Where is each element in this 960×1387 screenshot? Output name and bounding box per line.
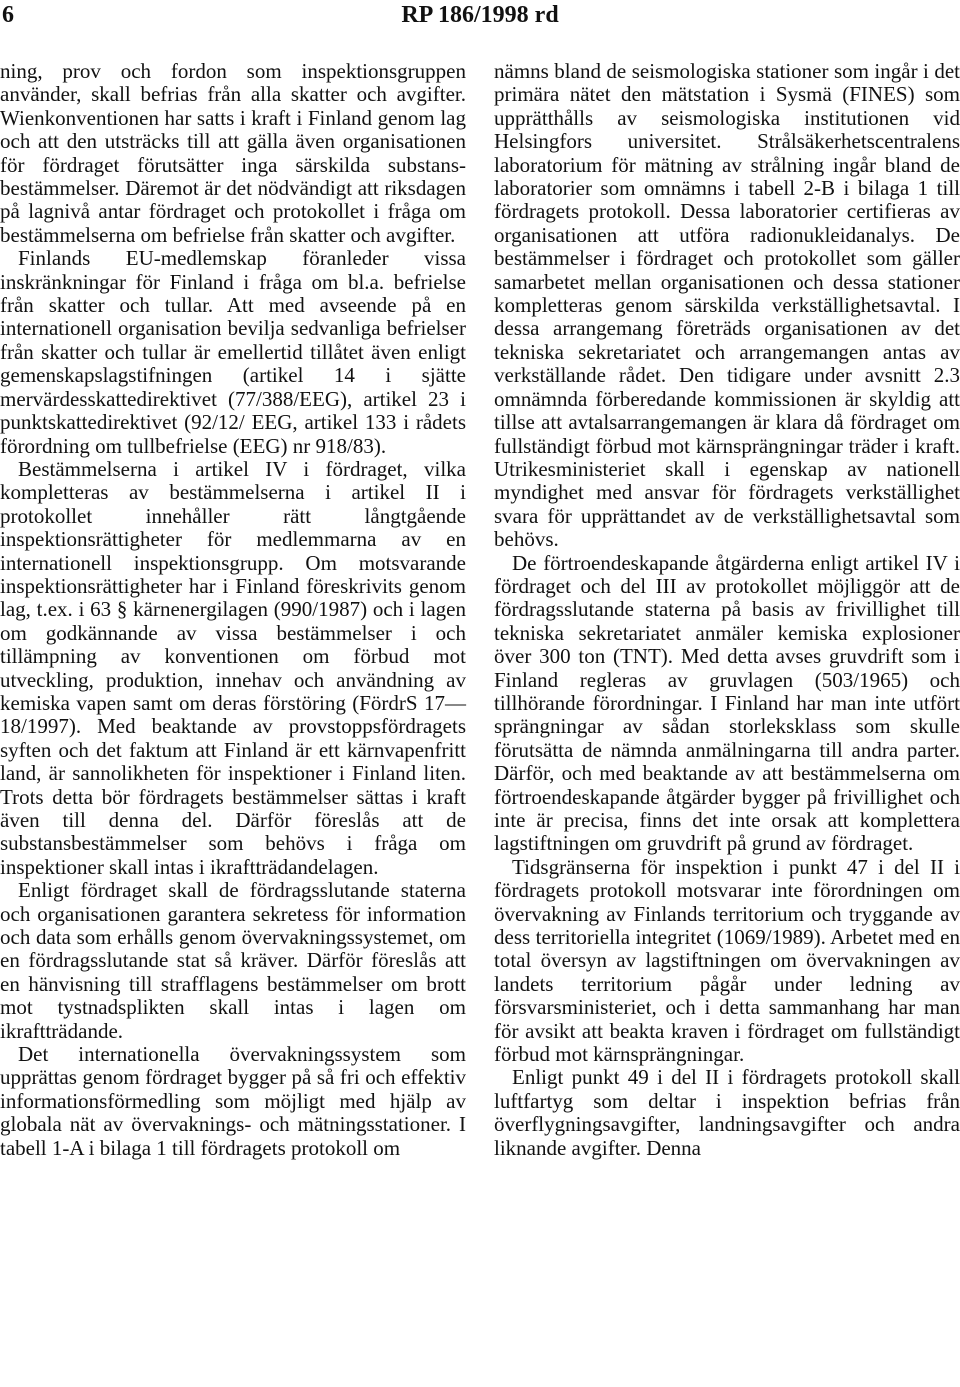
paragraph: nämns bland de seismologiska stationer som ingår i det primära nätet den mätstation i Sysmä (FINES) som upprätthålls av seismologiska institutionen vid Helsingfors universitet. Strålsäkerhetscentralens laboratorium för mätning av strålning ingår bland de laboratorier som omnämns i tabell 2-B i bilaga 1 till fördragets protokoll. Dessa laboratorier certifieras av organisationen att utföra radionukleidanalys. De bestämmelser i fördraget och protokollet som gäller samarbetet mellan organisationen och dessa stationer kompletteras genom särskilda verkställighetsavtal. I dessa arrangemang företräds organisationen av det tekniska sekretariatet och arrangemangen antas av verkställande rådet. Den tidigare under avsnitt 2.3 omnämnda förberedande kommissionen är skyldig att tillse att avtalsarrangemangen är klara då fördraget om fullständigt förbud mot kärnsprängningar träder i kraft. Utrikesministeriet skall i egenskap av nationell myndighet med ansvar för fördragets verkställighet svara för upprättandet av de verkställighetsavtal som behövs. [494,59,960,552]
page-header [0,2,960,36]
paragraph: Enligt fördraget skall de fördragsslutande staterna och organisationen garantera sekretess för information och data som erhålls genom övervakningssystemet, om en fördragsslutande stat så kräver. Därför föreslås att en hänvisning till strafflagens bestämmelser om brott mot tystnadsplikten skall intas i lagen om ikraftträdande. [0,878,466,1043]
right-column [494,60,960,1160]
paragraph: Tidsgränserna för inspektion i punkt 47 i del II i fördragets protokoll motsvarar inte förordningen om övervakning av Finlands territorium och tryggande av dess territoriella integritet (1069/1989). Arbetet med en total översyn av lagstiftningen om övervakningen av landets territorium pågår under ledning av försvarsministeriet, och i detta sammanhang har man för avsikt att beakta kraven i fördraget om fullständigt förbud mot kärnsprängningar. [494,854,960,1067]
page-number: 6 [2,2,14,28]
document-id: RP 186/1998 rd [401,2,559,28]
paragraph: Bestämmelserna i artikel IV i fördraget, vilka kompletteras av bestämmelserna i artikel II i protokollet innehåller rätt långtgående inspektionsrättigheter för medlemmarna av en internationell inspektionsgrupp. Om motsvarande inspektionsrättigheter har i Finland föreskrivits genom lag, t.ex. i 63 § kärnenergilagen (990/1987) och i lagen om godkännande av vissa bestämmelser i och tillämpning av konventionen om förbud mot utveckling, produktion, innehav och användning av kemiska vapen samt om deras förstöring (FördrS 17—18/1997). Med beaktande av provstoppsfördragets syften och det faktum att Finland är ett kärnvapenfritt land, är sannolikheten för inspektioner i Finland liten. Trots detta bör fördragets bestämmelser sättas i kraft även till denna del. Därför föreslås att de substansbestämmelser som behövs i fråga om inspektioner skall intas i ikraftträdandelagen. [0,456,466,879]
left-column [0,60,466,1160]
paragraph: Enligt punkt 49 i del II i fördragets protokoll skall luftfartyg som deltar i inspektion befrias från överflygningsavgifter, landningsavgifter och andra liknande avgifter. Denna [494,1065,960,1160]
paragraph: ning, prov och fordon som inspektionsgruppen använder, skall befrias från alla skatter och avgifter. Wienkonventionen har satts i kraft i Finland genom lag och att den utsträcks till att gälla även organisationen för fördraget förutsätter inga särskilda substansbestämmelser. Däremot är det nödvändigt att riksdagen på lagnivå antar fördraget och protokollet i fråga om bestämmelserna om befrielse från skatter och avgifter. [0,59,466,247]
paragraph: Finlands EU-medlemskap föranleder vissa inskränkningar för Finland i fråga om bl.a. befrielse från skatter och tullar. Att med avseende på en internationell organisation bevilja sedvanliga befrielser från skatter och tullar är emellertid tillåtet även enligt gemenskapslagstifningen (artikel 14 i sjätte mervärdesskattedirektivet (77/388/EEG), artikel 23 i punktskattedirektivet (92/12/ EEG, artikel 133 i rådets förordning om tullbefrielse (EEG) nr 918/83). [0,246,466,458]
paragraph: Det internationella övervakningssystem som upprättas genom fördraget bygger på så fri och effektiv informationsförmedling som möjligt med hjälp av globala nät av övervaknings- och mätningsstationer. I tabell 1-A i bilaga 1 till fördragets protokoll om [0,1042,466,1160]
paragraph: De förtroendeskapande åtgärderna enligt artikel IV i fördraget och del III av protokollet möjliggör att de fördragsslutande staterna på basis av frivillighet till tekniska sekretariatet anmäler kemiska explosioner över 300 ton (TNT). Med detta avses gruvdrift som i Finland regleras av gruvlagen (503/1965) och tillhörande förordningar. I Finland har man inte utfört sprängningar av sådan storleksklass som skulle förutsätta de nämnda anmälningarna till andra parter. Därför, och med beaktande av att bestämmelserna om förtroendeskapande åtgärder bygger på frivillighet och inte är precisa, finns det inte orsak att komplettera lagstiftningen om gruvdrift på grund av fördraget. [494,550,960,856]
